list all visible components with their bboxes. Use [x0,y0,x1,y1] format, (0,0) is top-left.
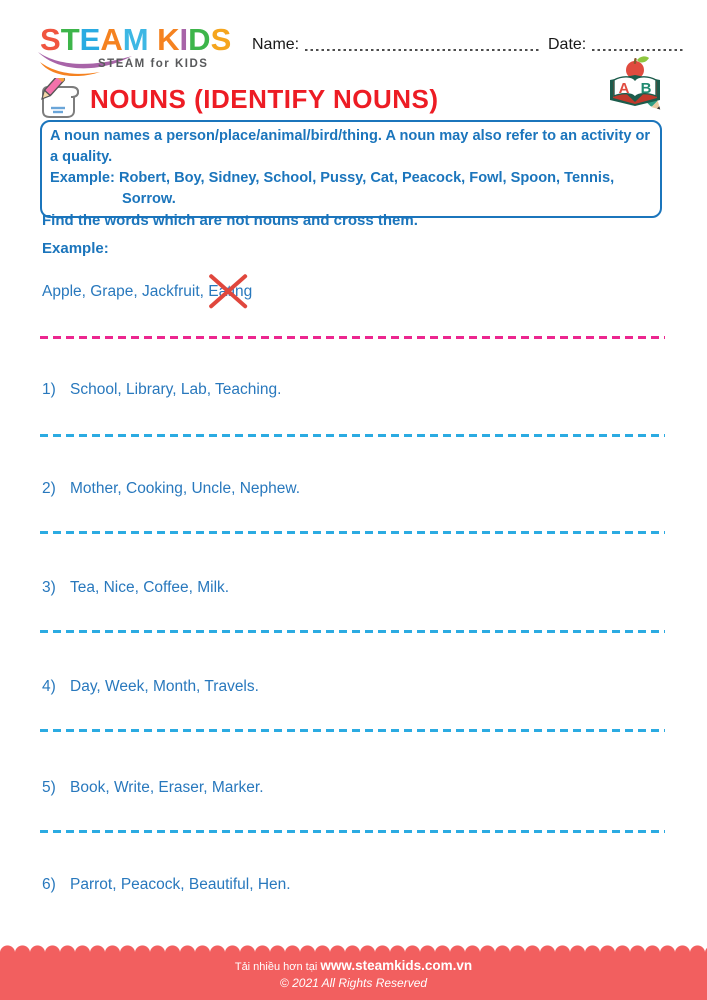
svg-text:A: A [618,80,630,97]
footer-url[interactable]: www.steamkids.com.vn [320,958,473,973]
definition-box [40,120,662,218]
separator-line [40,434,665,437]
date-field [548,36,684,54]
date-label: Date: [548,36,587,53]
separator-line [40,630,665,633]
example-label: Example: [42,240,109,257]
ab-book-icon [606,54,666,116]
steam-kids-logo [40,24,240,70]
footer-scallop-edge [0,943,707,953]
definition-example: Example: Robert, Boy, Sidney, School, Pussy, Cat, Peacock, Fowl, Spoon, Tennis, [50,170,615,186]
logo-letters: STEAM KIDS [40,22,232,57]
separator-line [40,830,665,833]
logo-tagline: STEAM for KIDS [98,58,209,70]
example-words: Apple, Grape, Jackfruit, [42,283,209,300]
footer-band [0,953,707,1000]
separator-line [40,531,665,534]
instruction-text: Find the words which are not nouns and cross them. [42,212,418,229]
question-item: 6) Parrot, Peacock, Beautiful, Hen. [42,876,291,893]
definition-example-cont: Sorrow. [122,191,176,207]
name-field [252,36,540,54]
crossed-word: Eating [208,283,252,301]
question-item: 1) School, Library, Lab, Teaching. [42,381,282,398]
example-answer-line [42,283,252,301]
pencil-paper-icon [38,78,82,120]
page-title: NOUNS (IDENTIFY NOUNS) [90,83,439,114]
separator-line [40,729,665,732]
separator-line [40,336,665,339]
footer [0,943,707,1000]
question-item: 5) Book, Write, Eraser, Marker. [42,779,264,796]
name-label: Name: [252,36,300,53]
footer-copyright: © 2021 All Rights Reserved [279,976,428,990]
title-row [38,78,439,120]
date-blank-line[interactable] [592,49,684,51]
definition-text: A noun names a person/place/animal/bird/thing. A noun may also refer to an activity or a quality. [50,128,651,165]
svg-text:B: B [640,80,652,97]
question-item: 3) Tea, Nice, Coffee, Milk. [42,579,230,596]
question-item: 4) Day, Week, Month, Travels. [42,678,259,695]
name-blank-line[interactable] [305,49,540,51]
footer-download-text: Tải nhiều hơn tại www.steamkids.com.vn [234,958,473,973]
question-item: 2) Mother, Cooking, Uncle, Nephew. [42,480,301,497]
